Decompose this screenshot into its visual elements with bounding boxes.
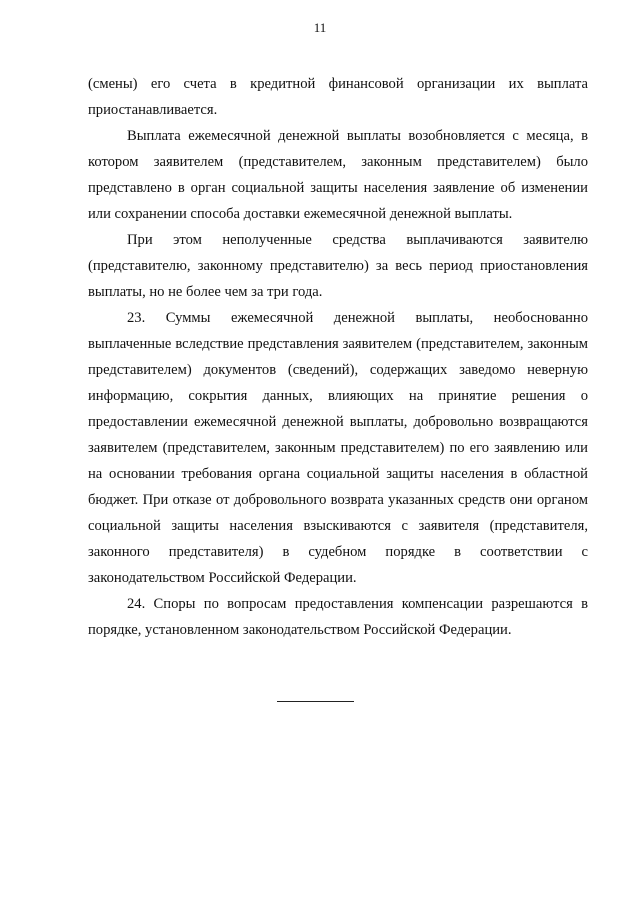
paragraph-continuation: (смены) его счета в кредитной финансовой организации их выплата приостанавливается. [88,76,588,118]
page-number: 11 [313,20,327,35]
paragraph-unreceived-funds: При этом неполученные средства выплачиваются заявителю (представителю, законному представителю) за весь период приостановления выплаты, но не более чем за три года. [88,232,588,300]
paragraph-clause-24: 24. Споры по вопросам предоставления компенсации разрешаются в порядке, установленном законодательством Российской Федерации. [88,596,588,638]
end-of-document-rule [277,701,354,702]
paragraph-payment-resumption: Выплата ежемесячной денежной выплаты возобновляется с месяца, в котором заявителем (представителем, законным представителем) было представлено в орган социальной защиты населения заявление об изменении или сохранении способа доставки ежемесячной денежной выплаты. [88,128,588,222]
document-body [88,71,588,643]
paragraph-clause-23: 23. Суммы ежемесячной денежной выплаты, необоснованно выплаченные вследствие представления заявителем (представителем, законным представителем) документов (сведений), содержащих заведомо неверную информацию, сокрытия данных, влияющих на принятие решения о предоставлении ежемесячной денежной выплаты, добровольно возвращаются заявителем (представителем, законным представителем) по его заявлению или на основании требования органа социальной защиты населения в областной бюджет. При отказе от добровольного возврата указанных средств они органом социальной защиты населения взыскиваются с заявителя (представителя, законного представителя) в судебном порядке в соответствии с законодательством Российской Федерации. [88,310,588,586]
